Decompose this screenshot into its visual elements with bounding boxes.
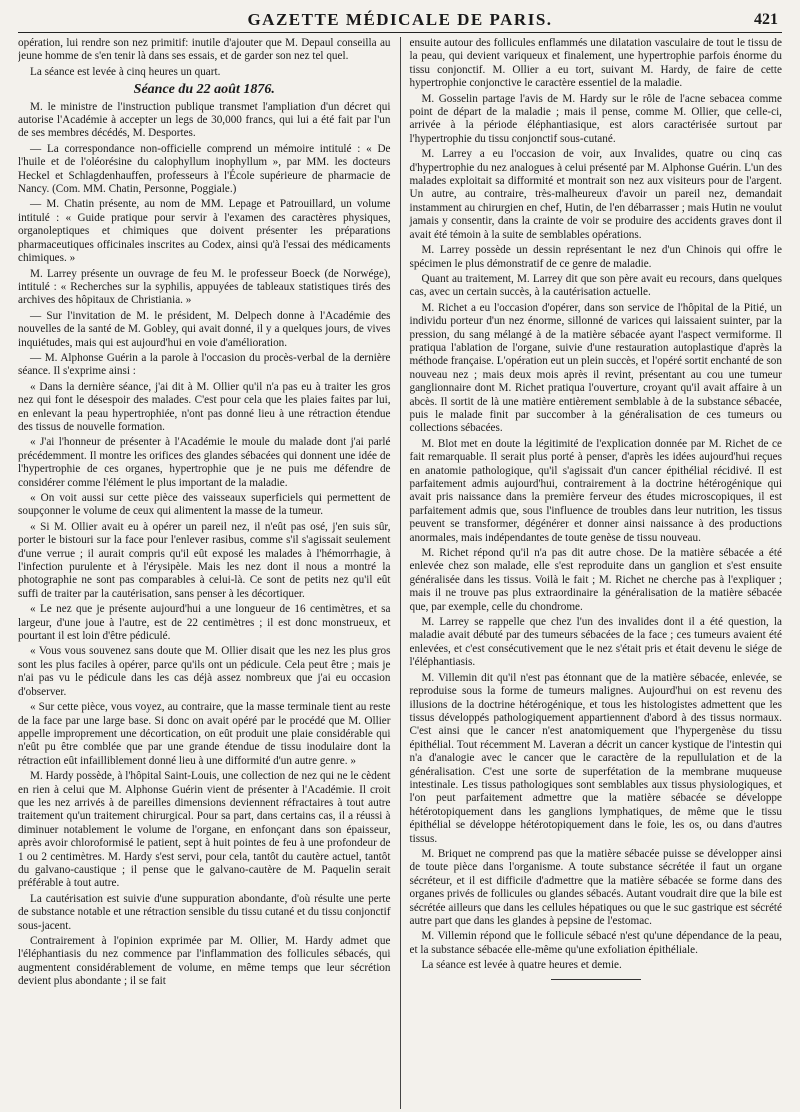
section-title: Séance du 22 août 1876. [133, 82, 275, 98]
page-number: 421 [754, 11, 778, 28]
paragraph: ensuite autour des follicules enflammés une dilatation vasculaire de tout le tissu de la peau, qui devient variqueux et finalement, une hypertrophie parfois énorme du tissu conjonctif. M. Ollier a eu tort, suivant M. Hardy, de faire de cette hypertrophie conjonctive le caractère essentiel de la maladie. [409, 37, 782, 90]
paragraph: — M. Chatin présente, au nom de MM. Lepage et Patrouillard, un volume intitulé : « Guide pratique pour servir à l'examen des caractères physiques, organoleptiques et chimiques que doivent présenter les préparations pharmaceutiques officinales inscrites au Codex, ainsi qu'à l'essai des médicaments chimiques. » [18, 198, 391, 265]
paragraph: — La correspondance non-officielle comprend un mémoire intitulé : « De l'huile et de l'oléorésine du calophyllum inophyllum », par MM. les docteurs Heckel et Schlagdenhauffen, professeurs à l'École supérieure de pharmacie de Nancy. (Com. MM. Chatin, Personne, Poggiale.) [18, 142, 391, 196]
paragraph: M. Gosselin partage l'avis de M. Hardy sur le rôle de l'acne sebacea comme point de départ de la maladie ; mais il pense, comme M. Ollier, que celle-ci, arrivée à la période éléphantiasique, est alors caractérisée surtout par l'hypertrophie du tissu conjonctif sous-cutané. [409, 92, 782, 145]
paragraph: M. Richet répond qu'il n'a pas dit autre chose. De la matière sébacée a été enlevée chez son malade, elle s'est reproduite dans un ganglion et s'est ensuite généralisée dans les tissus. Voilà le fait ; M. Richet ne cherche pas à l'expliquer ; mais il ne trouve pas plus extraordinaire la généralisation de la matière sébacée que, par exemple, celle du chondrome. [409, 547, 782, 613]
paragraph: Contrairement à l'opinion exprimée par M. Ollier, M. Hardy admet que l'éléphantiasis du nez commence par l'inflammation des follicules sébacés, qui augmentent considérablement de volume, en même temps que leur sécrétion devient plus abondante ; il se fait [18, 935, 391, 988]
paragraph: M. Richet a eu l'occasion d'opérer, dans son service de l'hôpital de la Pitié, un individu porteur d'un nez énorme, sillonné de varices qui laissaient suinter, par la pression, du sang mélangé à de la matière sébacée ayant l'aspect vermiforme. Il pratiqua l'ablation de l'organe, suivie d'une restauration autoplastique d'après la méthode française. L'opération eut un plein succès, et l'opéré sortit enchanté de son nouveau nez ; mais deux mois après il revint, présentant au cou une tumeur ganglionnaire dont M. Richet pratiqua l'ouverture, croyant qu'il avait affaire à un abcès. Il sortit de là une matière entièrement semblable à de la substance sébacée, puis le malade finit par succomber à la généralisation de ces tumeurs ou collections sébacées. [409, 301, 782, 435]
paragraph: M. Larrey a eu l'occasion de voir, aux Invalides, quatre ou cinq cas d'hypertrophie du nez analogues à celui présenté par M. Alphonse Guérin. L'un des malades exploitait sa difformité et montrait son nez aux visiteurs pour de l'argent. Un autre, au contraire, très-malheureux d'avoir un pareil nez, demandait instamment au chirurgien en chef, Hutin, de l'en débarrasser ; mais Hutin ne voulut jamais y consentir, dans la crainte de voir se produire des accidents graves dont il avait été témoin à la suite de semblables opérations. [409, 148, 782, 241]
paragraph: « Sur cette pièce, vous voyez, au contraire, que la masse terminale tient au reste de la face par une large base. Si donc on avait opéré par le procédé que M. Ollier appelle improprement une décortication, on eût produit une plaie considérable qui n'eût pu être comblée que par une grande étendue de tissu inodulaire dont la rétraction eût infailliblement donné lieu à une difformité d'un autre genre. » [18, 701, 391, 767]
paragraph: « Si M. Ollier avait eu à opérer un pareil nez, il n'eût pas osé, j'en suis sûr, porter le bistouri sur la face pour l'enlever rasibus, comme s'il s'agissait seulement d'une verrue ; il aurait compris qu'il eût exposé les malades à l'hémorrhagie, à l'infection purulente et à l'érysipèle. Mais les nez dont il nous a montré la photographie ne sont pas comparables à celui-là. Ce sont de petits nez qu'il eût suffi de traiter par la cautérisation, sans penser à les décortiquer. [18, 520, 391, 600]
paragraph: La séance est levée à cinq heures un quart. [30, 65, 221, 78]
paragraph: M. Larrey présente un ouvrage de feu M. le professeur Boeck (de Norwége), intitulé : « Recherches sur la syphilis, appuyées de tableaux statistiques tirés des archives des hôpitaux de Christiania. » [18, 267, 391, 307]
paragraph: M. Blot met en doute la légitimité de l'explication donnée par M. Richet de ce fait remarquable. Il serait plus porté à penser, d'après les idées aujourd'hui reçues en anatomie pathologique, qu'il s'agissait d'un cancer épithélial récidivé. Il est parfaitement admis aujourd'hui, contrairement à la doctrine hétérogénique qui avait pris naissance dans la première ferveur des études microscopiques, il est parfaitement admis que, sous l'influence de troubles dans leur nutrition, les tissus peuvent se transformer, dégénérer et donner ainsi naissance à des productions anormales, mais indépendantes de toute genèse de tissu nouveau. [409, 437, 782, 544]
paragraph: M. Larrey se rappelle que chez l'un des invalides dont il a été question, la maladie avait débuté par des tumeurs sébacées de la face ; ces tumeurs avaient été enlevées, et c'est consécutivement que le nez s'était pris et était devenu le siége de l'éléphantiasis. [409, 616, 782, 669]
paragraph: M. Briquet ne comprend pas que la matière sébacée puisse se développer ainsi de toute pièce dans l'organisme. A toute substance sécrétée il faut un organe sécréteur, et il est difficile d'admettre que la matière sébacée se forme dans des organes privés de follicules ou glandes sébacés. Autant voudrait dire que la bile est sécrétée ailleurs que dans les cellules hépatiques ou que le suc gastrique est sécrété autre part que dans les glandes à pepsine de l'estomac. [409, 847, 782, 927]
paragraph: opération, lui rendre son nez primitif: inutile d'ajouter que M. Depaul conseilla au jeune homme de s'en tenir là dans ses essais, et de garder son nez tel quel. [18, 37, 391, 63]
end-rule [551, 979, 641, 980]
paragraph: « On voit aussi sur cette pièce des vaisseaux superficiels qui permettent de soupçonner le volume de ceux qui alimentent la masse de la tumeur. [18, 492, 391, 518]
paragraph: La séance est levée à quatre heures et demie. [421, 959, 622, 972]
paragraph: — M. Alphonse Guérin a la parole à l'occasion du procès-verbal de la dernière séance. Il s'exprime ainsi : [18, 351, 391, 378]
paragraph: M. Villemin dit qu'il n'est pas étonnant que de la matière sébacée, enlevée, se reproduise sous la forme de tumeurs malignes. Aujourd'hui on est revenu des illusions de la doctrine hétérogénique, et tous les histologistes admettent que les tissus développés pathologiquement appartiennent d'abord à des tissus normaux. C'est ainsi que le cancer n'est anatomiquement que l'hypergenèse du tissu épithélial. Tout récemment M. Laveran a décrit un cancer kystique de l'intestin qui n'a d'analogie avec le cancer que le caractère de la repullulation et de la généralisation. C'est une sorte de superfétation de la membrane muqueuse intestinale. Les tissus pathologiques sont semblables aux tissus physiologiques, et l'on peut parfaitement admettre que la matière sébacée se développe hétérotopiquement dans les ganglions lymphatiques, de même que le tissu épithélial se développe hétérotopiquement dans le foie, les os, ou dans d'autres tissus. [409, 671, 782, 845]
quoted-speech [18, 381, 391, 768]
paragraph: La cautérisation est suivie d'une suppuration abondante, d'où résulte une perte de substance notable et une rétraction sensible du tissu cutané et du tissu conjonctif sous-jacent. [18, 892, 391, 932]
column-divider [400, 37, 401, 1109]
paragraph: Quant au traitement, M. Larrey dit que son père avait eu recours, dans quelques cas, avec un certain succès, à la cautérisation actuelle. [409, 272, 782, 299]
paragraph: M. le ministre de l'instruction publique transmet l'ampliation d'un décret qui autorise l'Académie à accepter un legs de 30,000 francs, qui lui a été fait par l'un de ses membres décédés, M. Desportes. [18, 100, 391, 140]
page-header [18, 8, 782, 33]
paragraph: M. Villemin répond que le follicule sébacé n'est qu'une dépendance de la peau, et la substance sébacée elle-même qu'une exfoliation épithéliale. [409, 930, 782, 956]
paragraph: « Dans la dernière séance, j'ai dit à M. Ollier qu'il n'a pas eu à traiter les gros nez qui font le désespoir des malades. C'est pour cela que les plaies faites par lui, en enlevant la peau hypertrophiée, n'ont pas donné lieu à une rétraction étendue des tissus de nouvelle formation. [18, 380, 391, 433]
paragraph: M. Larrey possède un dessin représentant le nez d'un Chinois qui offre le spécimen le plus démonstratif de ce genre de maladie. [409, 244, 782, 270]
right-column [409, 37, 782, 1109]
paragraph: — Sur l'invitation de M. le président, M. Delpech donne à l'Académie des nouvelles de la santé de M. Gobley, qui avait donné, il y a quelques jours, de vives inquiétudes, mais qui est aujourd'hui en voie d'amélioration. [18, 309, 391, 349]
paragraph: « Vous vous souvenez sans doute que M. Ollier disait que les nez les plus gros sont les plus faciles à opérer, parce qu'ils ont un pédicule. Cela peut être ; mais je n'ai pas vu le pédicule dans les cas déjà assez nombreux que j'ai eu occasion d'observer. [18, 645, 391, 698]
paragraph: M. Hardy possède, à l'hôpital Saint-Louis, une collection de nez qui ne le cèdent en rien à celui que M. Alphonse Guérin vient de présenter à l'Académie. Il croit que les nez arrivés à de pareilles dimensions deviennent réfractaires à tout autre traitement qu'un traitement chirurgical. Pour sa part, dans certains cas, il a réussi à diminuer notablement le volume de l'organe, en enfonçant dans son épaisseur, après avoir chloroformisé le patient, sept à huit pointes de feu à une profondeur de 1 ou 2 centimètres. M. Hardy s'est servi, pour cela, tantôt du cautère actuel, tantôt du galvano-caustique ; il pense que le galvano-cautère de M. Paquelin serait préférable à tout autre. [18, 770, 391, 890]
paragraph: « Le nez que je présente aujourd'hui a une longueur de 16 centimètres, et sa largeur, d'une joue à l'autre, est de 22 centimètres ; il est donc monstrueux, et pourtant il est loin d'être pédiculé. [18, 603, 391, 643]
columns [18, 37, 782, 1109]
left-column [18, 37, 391, 1109]
paragraph: « J'ai l'honneur de présenter à l'Académie le moule du malade dont j'ai parlé précédemment. Il montre les orifices des glandes sébacées qui donnent une idée de l'hypertrophie de ces organes, hypertrophie que je ne puis me défendre de considérer comme l'élément le plus important de la maladie. [18, 436, 391, 489]
journal-title: GAZETTE MÉDICALE DE PARIS. [247, 10, 553, 29]
